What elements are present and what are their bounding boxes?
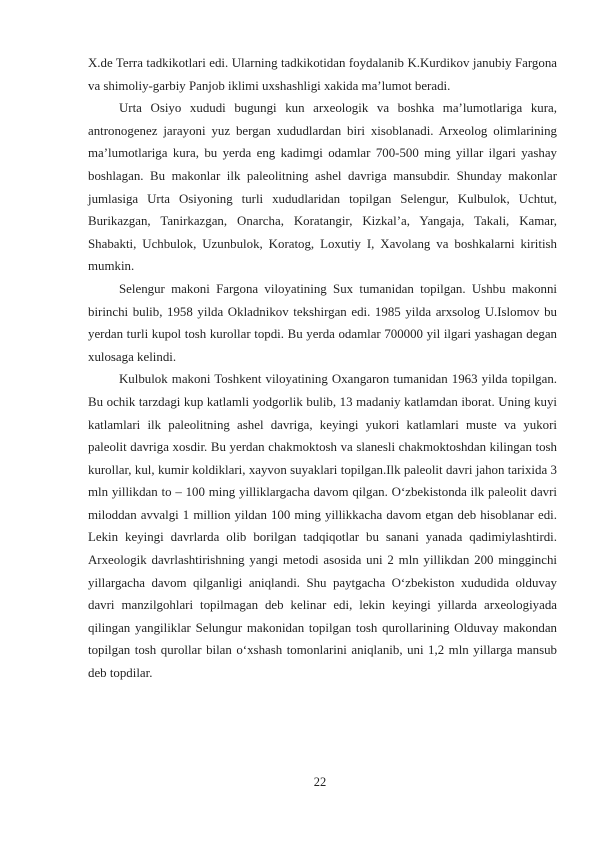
body-text xyxy=(88,52,557,685)
paragraph-urta-osiyo: Urta Osiyo xududi bugungi kun arxeologik va boshka ma’lumotlariga kura, antronogenez jarayoni yuz bergan xududlardan biri xisoblanadi. Arxeolog olimlarining ma’lumotlariga kura, bu yerda eng kadimgi odamlar 700-500 ming yillar ilgari yashay boshlagan. Bu makonlar ilk paleolitning ashel davriga mansubdir. Shunday makonlar jumlasiga Urta Osiyoning turli xududlaridan topilgan Selengur, Kulbulok, Uchtut, Burikazgan, Tanirkazgan, Onarcha, Koratangir, Kizkal’a, Yangaja, Takali, Kamar, Shabakti, Uchbulok, Uzunbulok, Koratog, Loxutiy I, Xavolang va boshkalarni kiritish mumkin. xyxy=(88,101,557,274)
paragraph-continuation: X.de Terra tadkikotlari edi. Ularning tadkikotidan foydalanib K.Kurdikov janubiy Fargona va shimoliy-garbiy Panjob iklimi uxshashligi xakida ma’lumot beradi. xyxy=(88,56,557,93)
paragraph-selengur: Selengur makoni Fargona viloyatining Sux tumanidan topilgan. Ushbu makonni birinchi bulib, 1958 yilda Okladnikov tekshirgan edi. 1985 yilda arxsolog U.Islomov bu yerdan turli kupol tosh kurollar topdi. Bu yerda odamlar 700000 yil ilgari yashagan degan xulosaga kelindi. xyxy=(88,281,557,364)
paragraph-kulbulok: Kulbulok makoni Toshkent viloyatining Oxangaron tumanidan 1963 yilda topilgan. Bu ochik tarzdagi kup katlamli yodgorlik bulib, 13 madaniy katlamdan iborat. Uning kuyi katlamlari ilk paleolitning ashel davriga, keyingi yukori katlamlari muste va yukori paleolit davriga xosdir. Bu yerdan chakmoktosh va slanesli chakmoktoshdan kilingan tosh kurollar, kul, kumir koldiklari, xayvon suyaklari topilgan.Ilk paleolit davri jahon tarixida 3 mln yillikdan to – 100 ming yilliklargacha davom qilgan. O‘zbekistonda ilk paleolit davri miloddan avvalgi 1 million yildan 100 ming yillikkacha davom etgan deb hisoblanar edi. Lekin keyingi davrlarda olib borilgan tadqiqotlar bu sanani yanada qadimiylashtirdi. Arxeologik davrlashtirishning yangi metodi asosida uni 2 mln yillikdan 200 mingginchi yillargacha davom qilganligi aniqlandi. Shu paytgacha O‘zbekiston xududida olduvay davri manzilgohlari topilmagan deb kelinar edi, lekin keyingi yillarda arxeologiyada qilingan yangiliklar Selungur makonidan topilgan tosh qurollarining Olduvay makondan topilgan tosh qurollar bilan o‘xshash tomonlarini aniqlanib, uni 1,2 mln yillarga mansub deb topdilar. xyxy=(88,372,557,681)
page-number: 22 xyxy=(313,775,327,789)
